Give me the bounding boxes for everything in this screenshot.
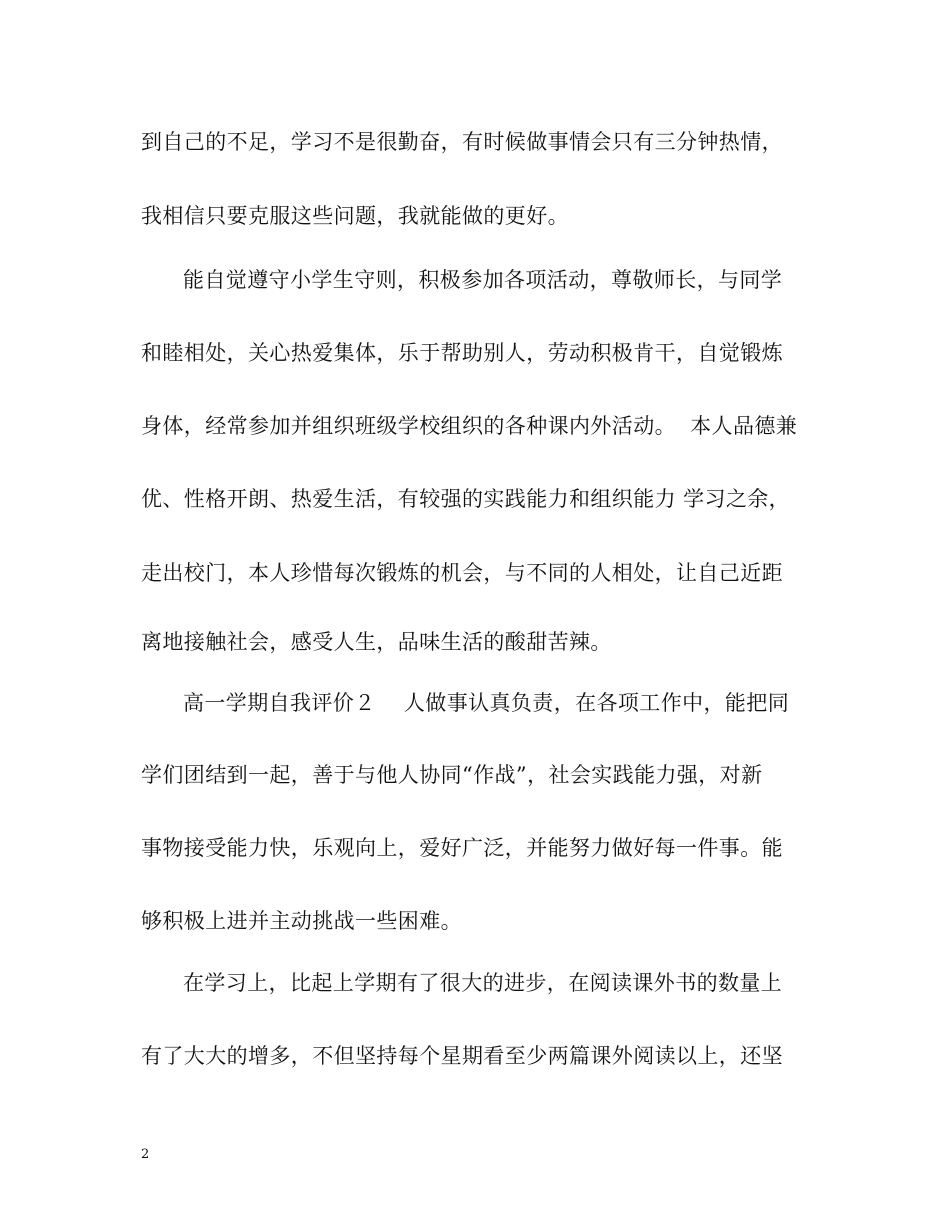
paragraph-first-line: 能自觉遵守小学生守则，积极参加各项活动，尊敬师长，与同学 — [183, 268, 783, 292]
paragraph-first-line: 高一学期自我评价２ 人做事认真负责，在各项工作中，能把同 — [183, 691, 790, 715]
body-text-line: 有了大大的增多，不但坚持每个星期看至少两篇课外阅读以上，还坚 — [141, 1044, 783, 1068]
body-text-line: 走出校门，本人珍惜每次锻炼的机会，与不同的人相处，让自己近距 — [141, 561, 783, 585]
body-text-line: 学们团结到一起，善于与他人协同“作战”，社会实践能力强，对新 — [141, 763, 763, 787]
body-text-line: 身体，经常参加并组织班级学校组织的各种课内外活动。 本人品德兼 — [141, 414, 798, 438]
body-text-line: 离地接触社会，感受人生，品味生活的酸甜苦辣。 — [141, 630, 612, 654]
body-text-line: 到自己的不足，学习不是很勤奋，有时候做事情会只有三分钟热情， — [141, 130, 783, 154]
paragraph-first-line: 在学习上，比起上学期有了很大的进步，在阅读课外书的数量上 — [183, 971, 783, 995]
body-text-line: 我相信只要克服这些问题，我就能做的更好。 — [141, 204, 569, 228]
body-text-line: 事物接受能力快，乐观向上，爱好广泛，并能努力做好每一件事。能 — [141, 836, 783, 860]
page-number: 2 — [141, 1147, 150, 1162]
body-text-line: 够积极上进并主动挑战一些困难。 — [141, 909, 462, 933]
body-text-line: 优、性格开朗、热爱生活，有较强的实践能力和组织能力 学习之余， — [141, 487, 791, 511]
body-text-line: 和睦相处，关心热爱集体，乐于帮助别人，劳动积极肯干，自觉锻炼 — [141, 341, 783, 365]
